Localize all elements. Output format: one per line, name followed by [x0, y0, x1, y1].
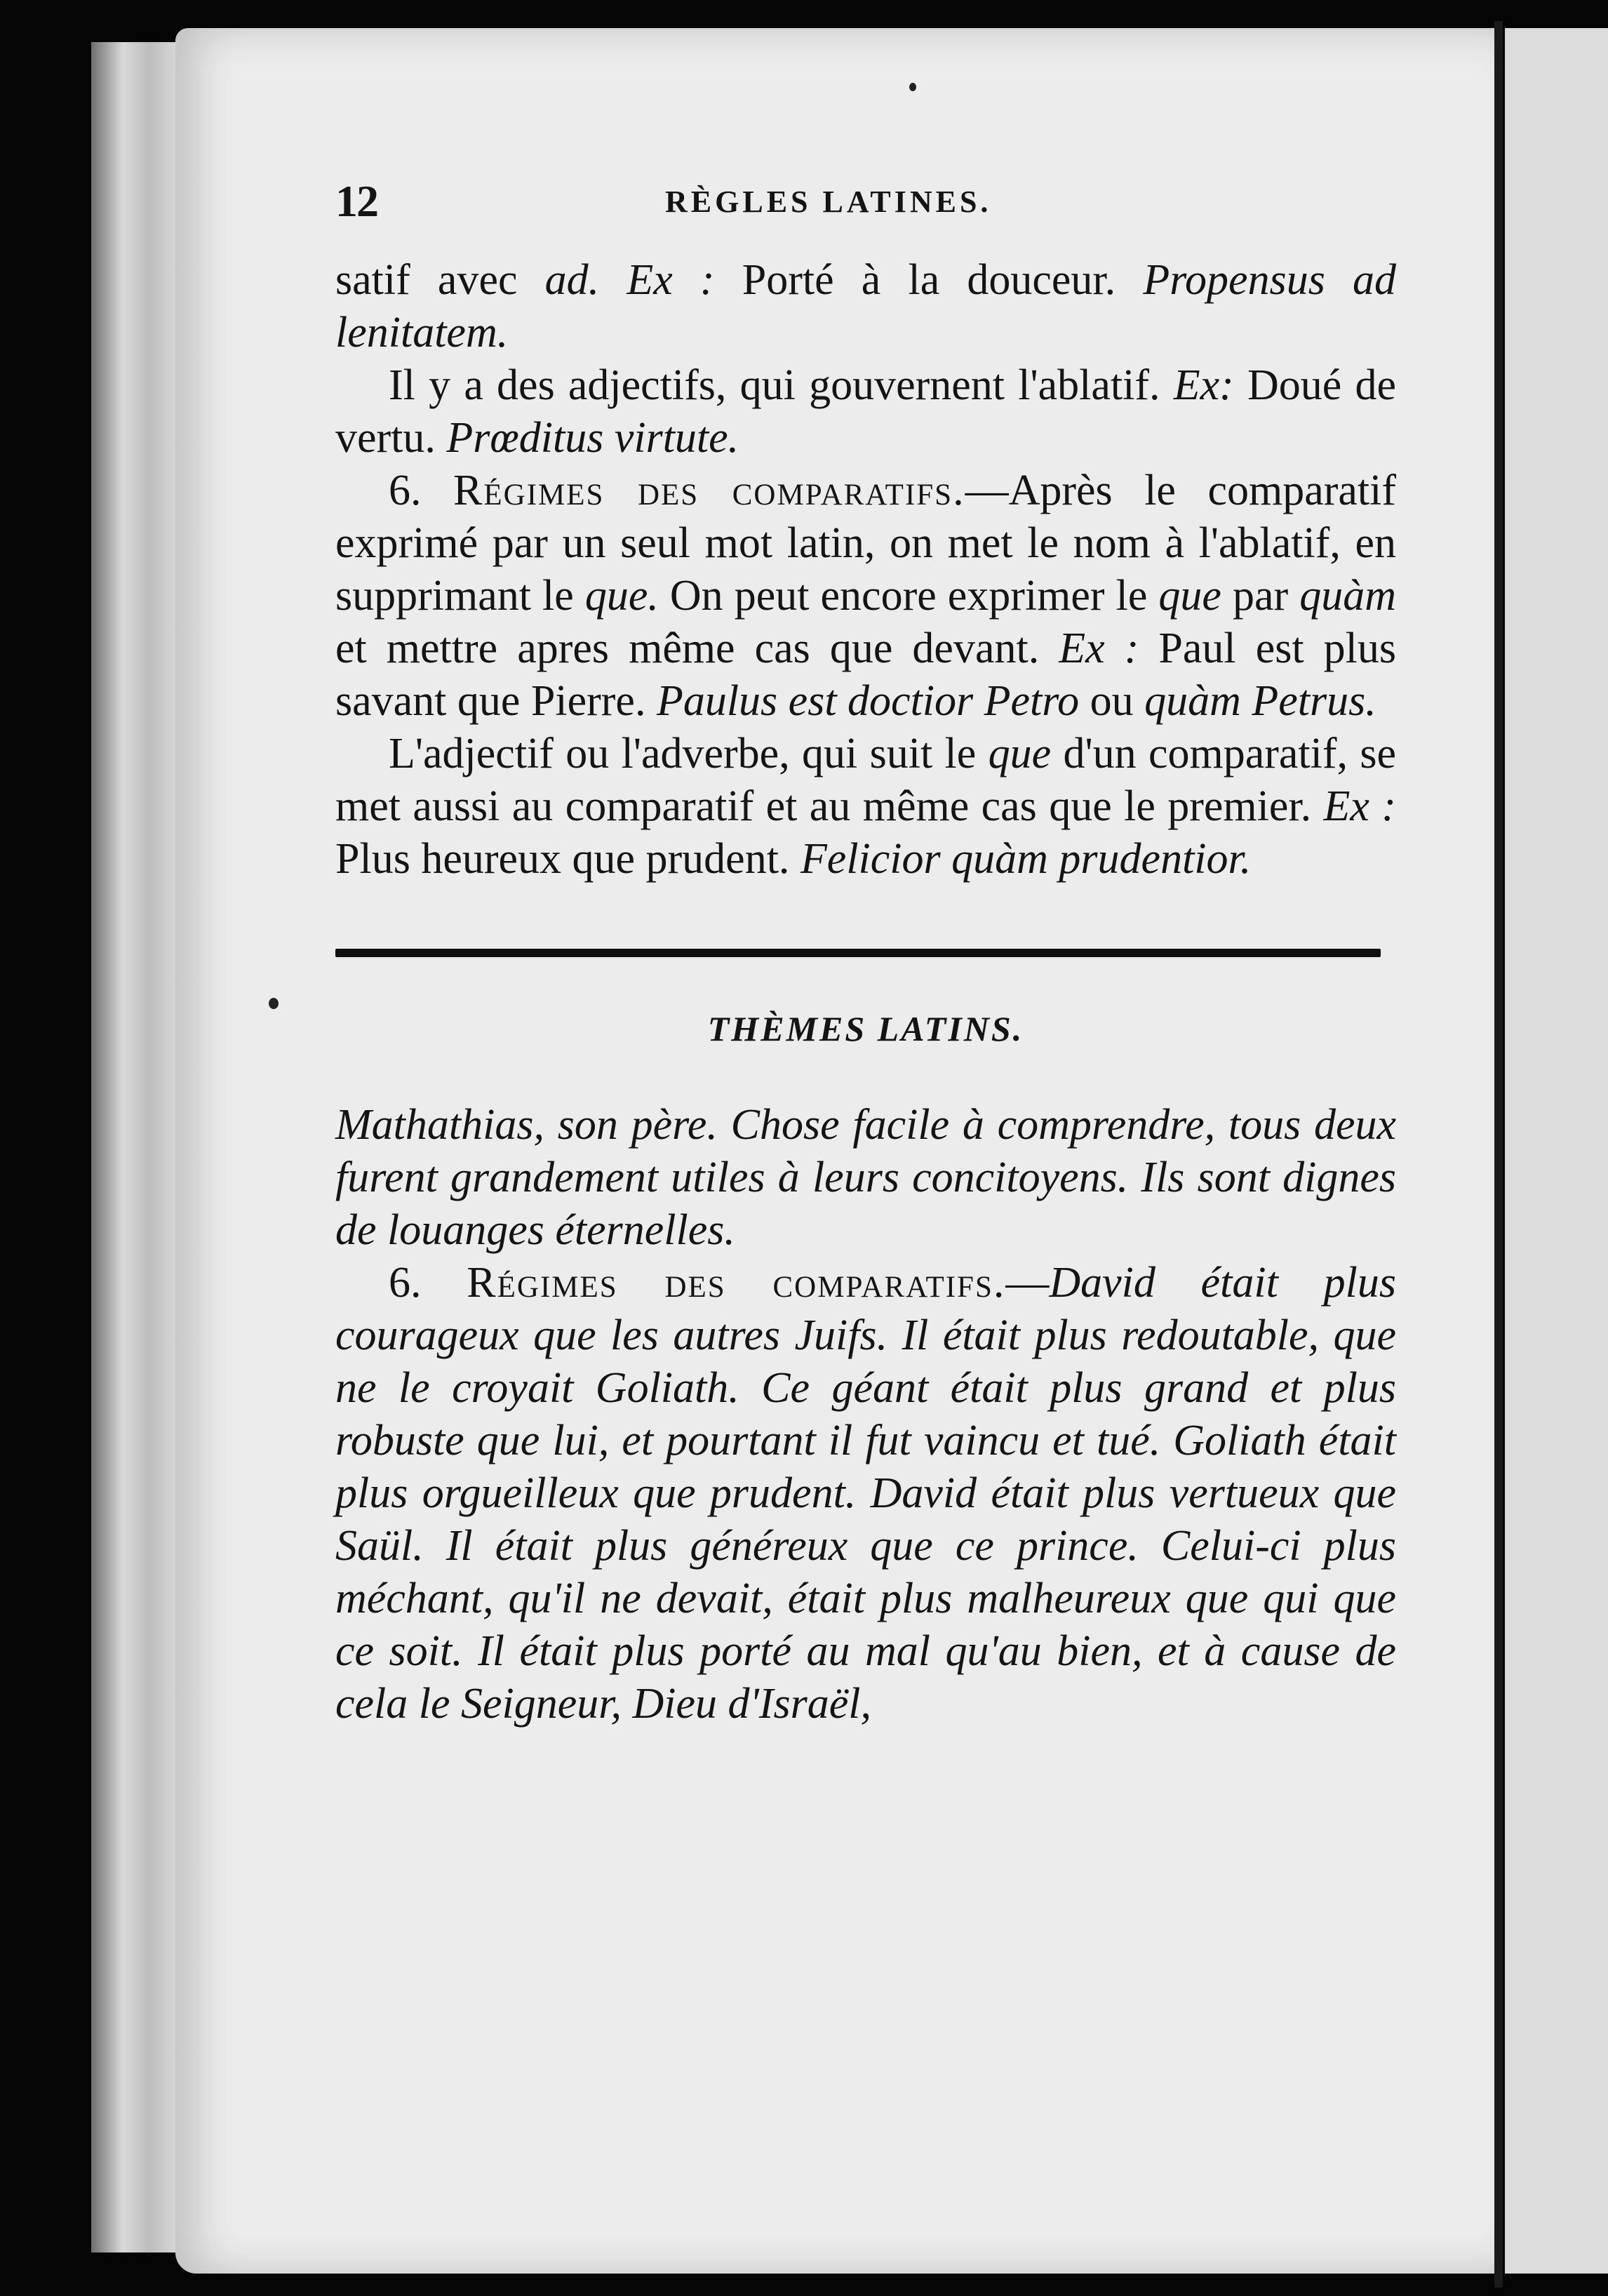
latin-term: quàm — [1299, 572, 1397, 620]
text-run: L'adjectif ou l'adverbe, qui suit le — [389, 730, 989, 777]
text-run: satif avec — [335, 256, 545, 304]
facing-page-edge — [1505, 28, 1608, 2274]
section-divider — [335, 949, 1381, 957]
ink-speck — [909, 83, 916, 91]
text-run: Paul est plus savant que Pierre. — [335, 625, 1397, 725]
latin-term: ad. — [544, 256, 600, 304]
themes-block — [335, 1099, 1396, 1730]
page-header — [335, 175, 1396, 232]
latin-term: que. — [584, 572, 659, 620]
latin-translation: Felicior quàm prudentior. — [800, 835, 1252, 883]
paragraph-section5-end — [335, 254, 1396, 359]
text-run: par — [1221, 572, 1300, 620]
text-run: Porté à la douceur. — [714, 256, 1144, 304]
page-gutter — [1494, 21, 1503, 2288]
latin-term: que — [988, 730, 1052, 777]
latin-term: que — [1158, 572, 1221, 620]
text-run: On peut encore exprimer le — [658, 572, 1159, 620]
section-heading: Régimes des comparatifs. — [453, 467, 965, 514]
page-number: 12 — [335, 176, 377, 226]
theme-paragraph-6 — [335, 1257, 1396, 1730]
section-title-themes: THÈMES LATINS. — [707, 1009, 1024, 1048]
text-run: Il y a des adjectifs, qui gouvernent l'ablatif. — [389, 361, 1174, 409]
paragraph-section6-rule — [335, 465, 1396, 728]
section-number: 6. — [389, 1259, 467, 1307]
paragraph-section6-adjective — [335, 728, 1396, 886]
section-number: 6. — [389, 467, 454, 514]
theme-text: David était plus courageux que les autres Juifs. Il était plus redoutable, que ne le croyait Goliath. Ce géant était plus grand et plus robuste que lui, et pourtant il fut vaincu et tué. Goliath était plus orgueilleux que prudent. David était plus vertueux que Saül. Il était plus généreux que ce prince. Celui-ci plus méchant, qu'il ne devait, était plus malheureux que qui que ce soit. Il était plus porté au mal qu'au bien, et à cause de cela le Seigneur, Dieu d'Israël, — [335, 1259, 1396, 1728]
text-run: Plus heureux que prudent. — [335, 835, 800, 883]
example-label: Ex: — [1173, 361, 1234, 409]
ink-speck — [269, 998, 279, 1009]
example-label: Ex : — [1059, 625, 1139, 672]
text-run: — — [965, 467, 1009, 514]
text-run: Doué de vertu. — [335, 361, 1397, 462]
text-run: — — [1005, 1259, 1050, 1307]
text-run — [599, 256, 627, 304]
latin-translation: quàm Petrus. — [1144, 677, 1376, 725]
latin-translation: Paulus est doctior Petro — [656, 677, 1080, 725]
example-label: Ex : — [1323, 782, 1396, 830]
theme-paragraph-5: Mathathias, son père. Chose facile à comprendre, tous deux furent grandement utiles à leurs concitoyens. Ils sont dignes de louanges éternelles. — [335, 1101, 1396, 1254]
example-label: Ex : — [627, 256, 715, 304]
text-run: et mettre apres même cas que devant. — [335, 625, 1059, 672]
text-run: d'un comparatif, se met aussi au comparatif et au même cas que le premier. — [335, 730, 1396, 830]
paragraph-ablative-adjectives — [335, 359, 1396, 465]
latin-translation: Propensus ad lenitatem. — [335, 256, 1396, 356]
text-run: ou — [1079, 677, 1145, 725]
page-content — [335, 175, 1396, 1730]
section-heading: Régimes des comparatifs. — [467, 1259, 1006, 1307]
text-run: Après le comparatif exprimé par un seul mot latin, on met le nom à l'ablatif, en supprimant le — [335, 467, 1397, 620]
running-head: RÈGLES LATINES. — [665, 185, 992, 219]
latin-translation: Prœditus virtute. — [446, 414, 739, 462]
